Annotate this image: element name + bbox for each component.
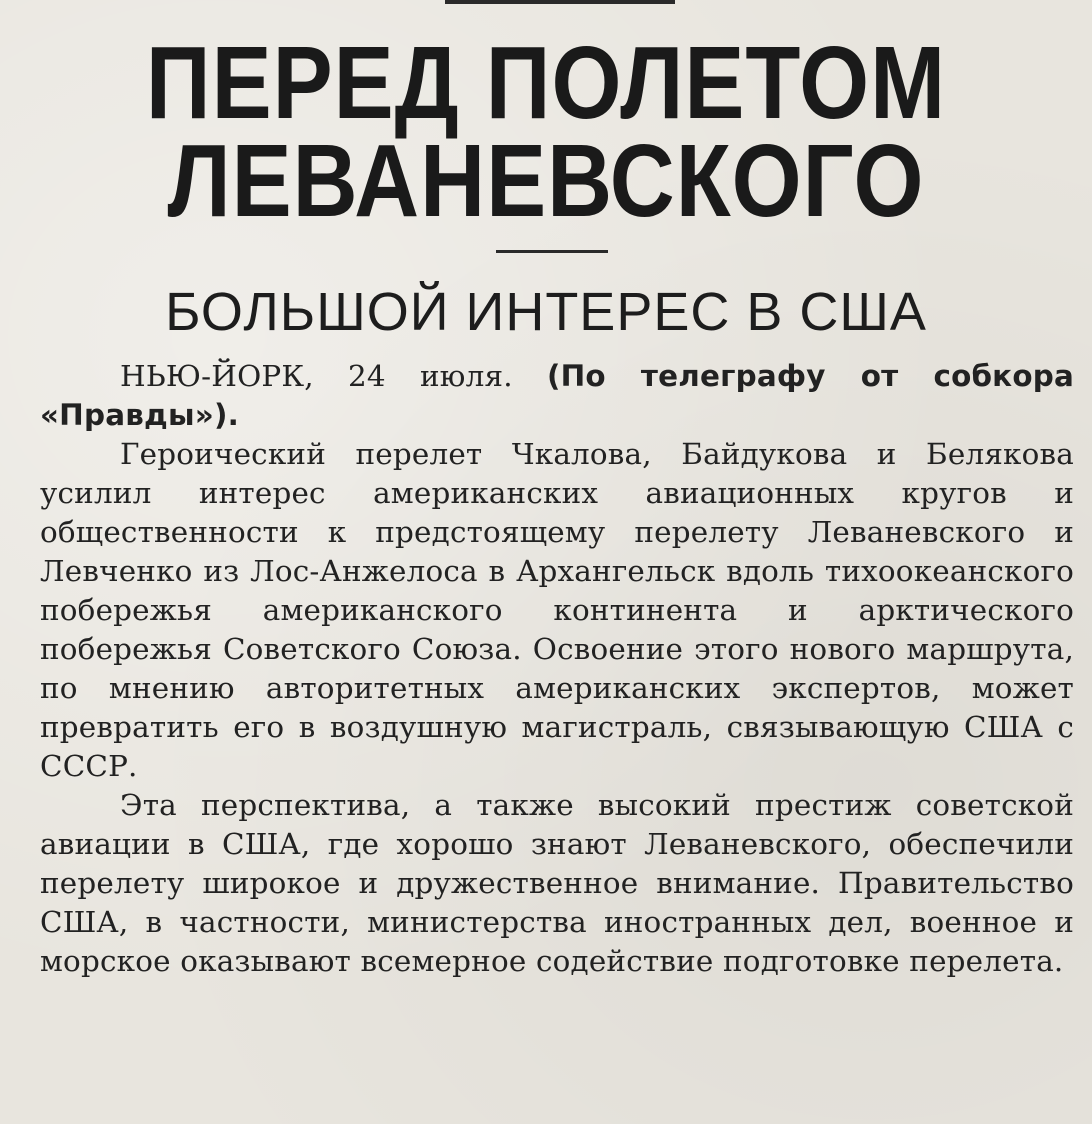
top-rule xyxy=(445,0,675,4)
article-lead xyxy=(40,357,1074,435)
article-paragraph-2: Эта перспектива, а также высокий престиж советской авиации в США, где хорошо знают Леваневского, обеспечили перелету широкое и дружественное внимание. Правительство США, в частности, министерства иностранных дел, военное и морское оказывают всемерное содействие подготовке перелета. xyxy=(40,788,1074,978)
subheadline: БОЛЬШОЙ ИНТЕРЕС В США xyxy=(165,282,927,342)
headline-line-1: ПЕРЕД ПОЛЕТОМ xyxy=(145,26,947,141)
article-paragraph-1: Героический перелет Чкалова, Байдукова и Белякова усилил интерес американских авиационных кругов и общественности к предстоящему перелету Леваневского и Левченко из Лос-Анжелоса в Архангельск вдоль тихоокеанского побережья американского континента и арктического побережья Советского Союза. Освоение этого нового маршрута, по мнению авторитетных американских экспертов, может превратить его в воздушную магистраль, связывающую США с СССР. xyxy=(40,437,1074,783)
source-credit: (По телеграфу от собкора «Правды»). xyxy=(40,359,1074,432)
dateline: НЬЮ-ЙОРК, 24 июля. xyxy=(120,359,513,393)
headline-divider xyxy=(496,250,608,253)
headline-line-2: ЛЕВАНЕВСКОГО xyxy=(167,124,925,239)
article-body xyxy=(40,357,1074,981)
